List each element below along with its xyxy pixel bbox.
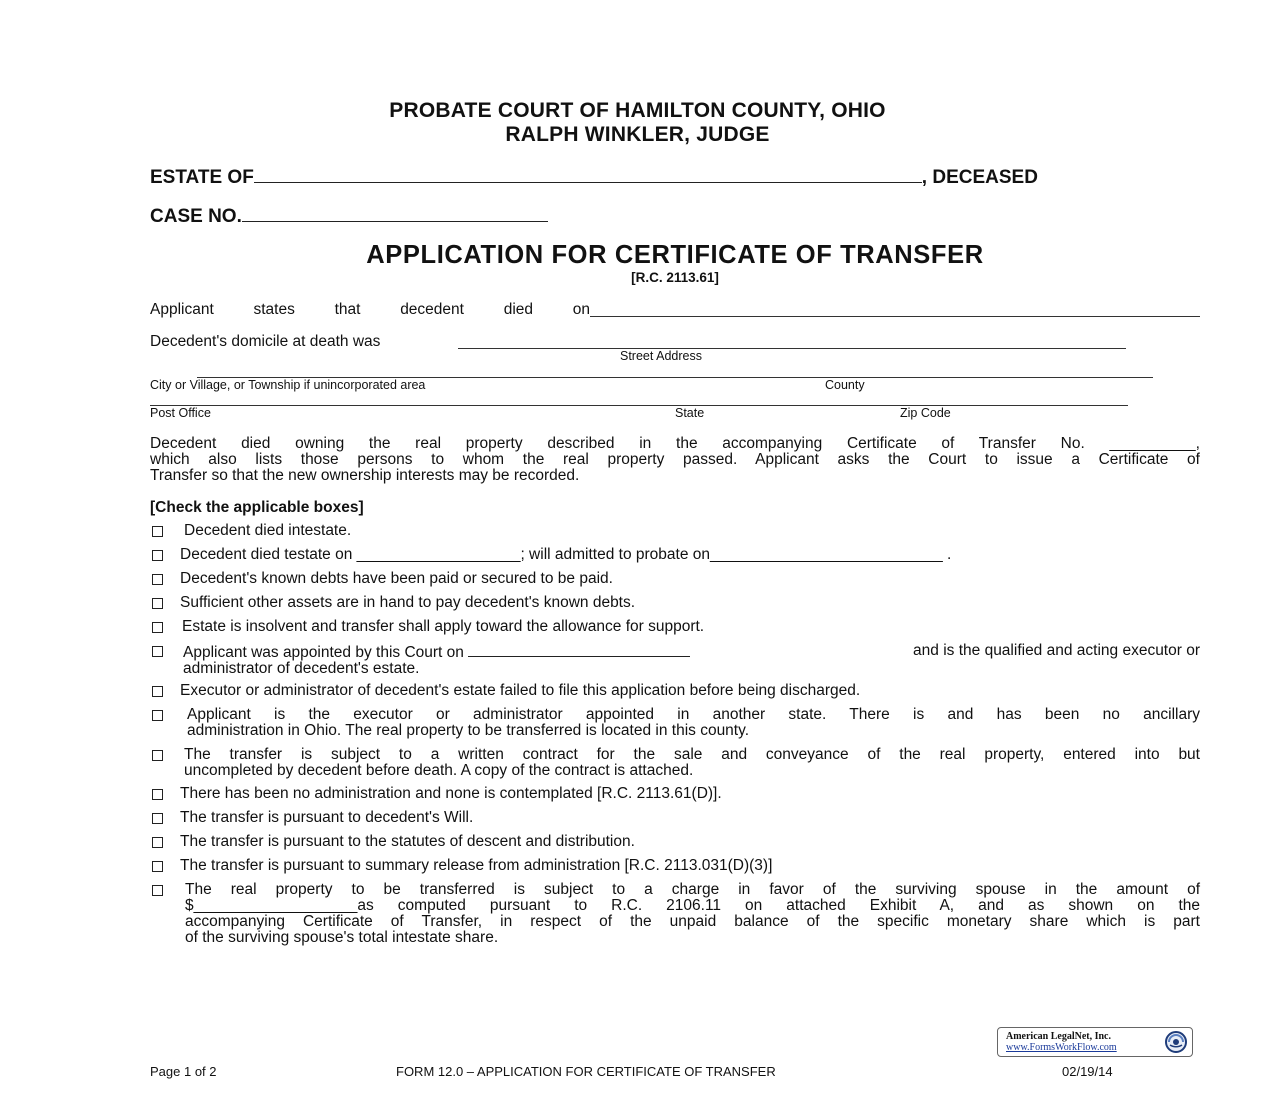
form-title: APPLICATION FOR CERTIFICATE OF TRANSFER — [366, 241, 984, 269]
death-word: died — [503, 301, 534, 318]
statute-reference: [R.C. 2113.61] — [631, 270, 719, 285]
intro-paragraph — [150, 436, 1200, 484]
option-will: The transfer is pursuant to decedent's Will. — [180, 809, 474, 826]
case-number-field[interactable] — [242, 203, 548, 222]
court-name: PROBATE COURT OF HAMILTON COUNTY, OHIO — [389, 99, 886, 122]
death-word: states — [253, 301, 295, 318]
checkbox-summary-release[interactable] — [152, 861, 163, 872]
date-of-death-field[interactable] — [590, 316, 1200, 317]
option-summary-release: The transfer is pursuant to summary release from administration [R.C. 2113.031(D)(3)] — [180, 857, 773, 874]
estate-label: ESTATE OF — [150, 167, 254, 188]
option-spouse-charge — [185, 882, 1200, 946]
logo-website-link[interactable]: www.FormsWorkFlow.com — [1006, 1042, 1117, 1053]
option-intestate: Decedent died intestate. — [184, 522, 352, 539]
appointment-date-field[interactable] — [468, 643, 690, 657]
appointed-text-a: Applicant was appointed by this Court on — [183, 643, 690, 661]
checkbox-contract[interactable] — [152, 750, 163, 761]
deceased-label: , DECEASED — [921, 167, 1038, 188]
checkbox-another-state[interactable] — [152, 710, 163, 721]
judge-name: RALPH WINKLER, JUDGE — [505, 123, 770, 146]
option-descent: The transfer is pursuant to the statutes of descent and distribution. — [180, 833, 635, 850]
street-address-field[interactable] — [458, 348, 1126, 349]
checkbox-sufficient-assets[interactable] — [152, 598, 163, 609]
check-heading: [Check the applicable boxes] — [150, 499, 364, 516]
option-another-state — [187, 707, 1200, 739]
spouse-line: of the surviving spouse's total intestate share. — [185, 929, 499, 946]
spouse-line: $___________________as computed pursuant to R.C. 2106.11 on attached Exhibit A, and as shown on the — [185, 897, 1200, 914]
death-word: decedent — [400, 301, 464, 318]
checkbox-intestate[interactable] — [152, 526, 163, 537]
checkbox-spouse-charge[interactable] — [152, 885, 163, 896]
option-testate: Decedent died testate on ___________________; will admitted to probate on___________________________ . — [180, 546, 952, 563]
intro-line: Decedent died owning the real property described in the accompanying Certificate of Transfer No. __________, — [150, 435, 1200, 452]
estate-name-field[interactable] — [254, 164, 922, 183]
death-word: that — [334, 301, 361, 318]
american-legalnet-logo — [997, 1027, 1193, 1057]
spouse-line: accompanying Certificate of Transfer, in respect of the unpaid balance of the specific monetary share which is part — [185, 913, 1200, 930]
zip-code-caption: Zip Code — [900, 406, 951, 420]
street-address-caption: Street Address — [620, 349, 702, 363]
checkbox-failed-to-file[interactable] — [152, 686, 163, 697]
checkbox-insolvent[interactable] — [152, 622, 163, 633]
city-caption: City or Village, or Township if unincorporated area — [150, 378, 426, 392]
appointed-line — [183, 643, 1200, 661]
checkbox-appointed[interactable] — [152, 646, 163, 657]
form-footer-title: FORM 12.0 – APPLICATION FOR CERTIFICATE OF TRANSFER — [396, 1064, 776, 1079]
option-contract — [184, 747, 1200, 779]
appointed-text-b: and is the qualified and acting executor or — [913, 642, 1200, 659]
option-insolvent: Estate is insolvent and transfer shall apply toward the allowance for support. — [182, 618, 705, 635]
checkbox-no-administration[interactable] — [152, 789, 163, 800]
case-label: CASE NO. — [150, 206, 242, 227]
domicile-label: Decedent's domicile at death was — [150, 333, 381, 350]
checkbox-testate[interactable] — [152, 550, 163, 561]
logo-company-name: American LegalNet, Inc. — [1006, 1031, 1111, 1042]
intro-line: which also lists those persons to whom the real property passed. Applicant asks the Court to issue a Certificate of — [150, 451, 1200, 468]
post-office-caption: Post Office — [150, 406, 211, 420]
intro-line: Transfer so that the new ownership interests may be recorded. — [150, 467, 580, 484]
appointed-text-c: administrator of decedent's estate. — [183, 660, 420, 677]
contract-line: uncompleted by decedent before death. A copy of the contract is attached. — [184, 762, 694, 779]
case-row — [150, 203, 548, 228]
another-state-line: administration in Ohio. The real property to be transferred is located in this county. — [187, 722, 750, 739]
contract-line: The transfer is subject to a written contract for the sale and conveyance of the real property, entered into but — [184, 746, 1200, 763]
state-caption: State — [675, 406, 705, 420]
option-sufficient-assets: Sufficient other assets are in hand to pay decedent's known debts. — [180, 594, 636, 611]
checkbox-descent[interactable] — [152, 837, 163, 848]
spouse-line: The real property to be transferred is subject to a charge in favor of the surviving spouse in the amount of — [185, 881, 1200, 898]
checkbox-debts-paid[interactable] — [152, 574, 163, 585]
option-no-administration: There has been no administration and none is contemplated [R.C. 2113.61(D)]. — [180, 785, 722, 802]
death-statement — [150, 301, 590, 319]
death-word: on — [572, 301, 590, 318]
option-debts-paid: Decedent's known debts have been paid or secured to be paid. — [180, 570, 613, 587]
checkbox-will[interactable] — [152, 813, 163, 824]
option-failed-to-file: Executor or administrator of decedent's estate failed to file this application before being discharged. — [180, 682, 861, 699]
option-appointed — [183, 643, 1200, 677]
estate-row — [150, 164, 1038, 189]
revision-date: 02/19/14 — [1062, 1064, 1113, 1079]
county-caption: County — [825, 378, 865, 392]
post-office-state-zip-field[interactable] — [150, 405, 1128, 406]
globe-icon — [1164, 1030, 1188, 1054]
death-word: Applicant — [150, 301, 214, 318]
page-number: Page 1 of 2 — [150, 1064, 217, 1079]
another-state-line: Applicant is the executor or administrator appointed in another state. There is and has been no ancillary — [187, 706, 1200, 723]
